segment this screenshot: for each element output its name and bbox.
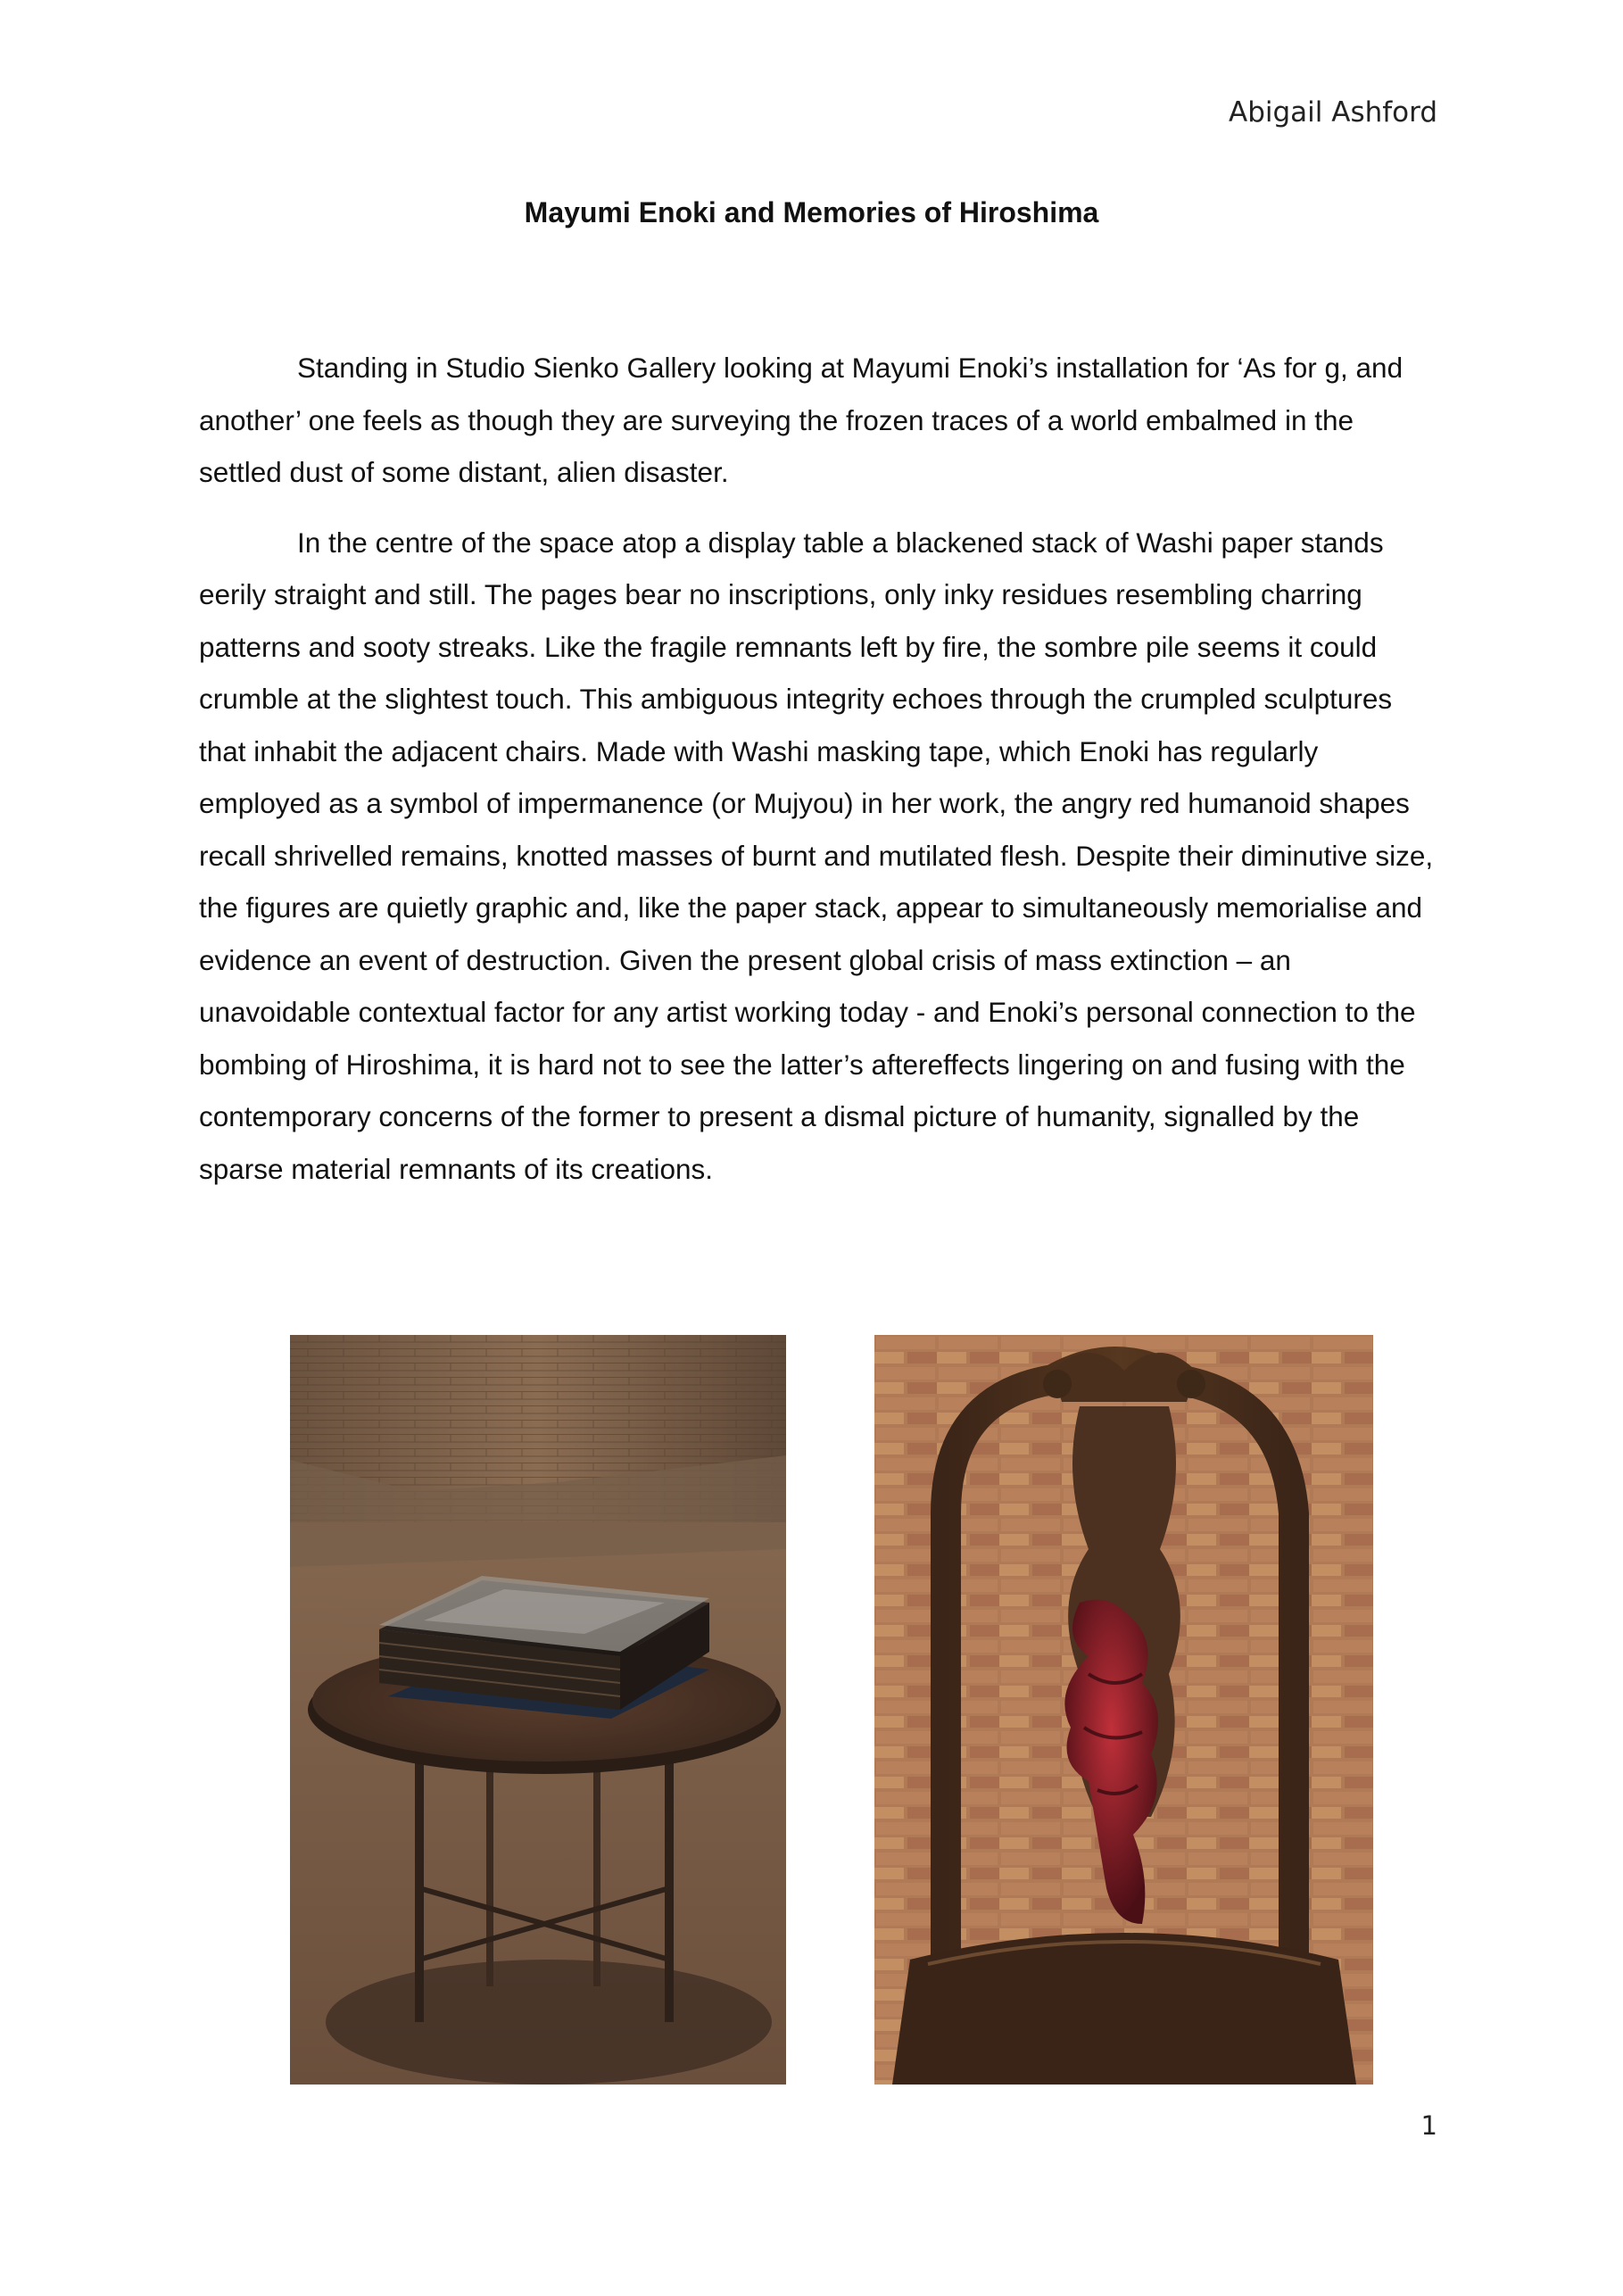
paragraph-1: Standing in Studio Sienko Gallery looking at Mayumi Enoki’s installation for ‘As for g, and another’ one feels as though they are surveying the frozen traces of a world embalmed in the settled dust of some distant, alien disaster. — [199, 352, 1404, 488]
red-sculpture-on-chair-photo — [874, 1335, 1373, 2085]
author-name: Abigail Ashford — [1228, 96, 1437, 128]
page-number: 1 — [1420, 2110, 1437, 2141]
paper-stack-on-table-photo — [290, 1335, 786, 2085]
article-body — [199, 342, 1439, 1213]
article-title: Mayumi Enoki and Memories of Hiroshima — [524, 196, 1099, 228]
paragraph-2: In the centre of the space atop a display table a blackened stack of Washi paper stands eerily straight and still. The pages bear no inscriptions, only inky residues resembling charring patterns and sooty streaks. Like the fragile remnants left by fire, the sombre pile seems it could crumble at the slightest touch. This ambiguous integrity echoes through the crumpled sculptures that inhabit the adjacent chairs. Made with Washi masking tape, which Enoki has regularly employed as a symbol of impermanence (or Mujyou) in her work, the angry red humanoid shapes recall shrivelled remains, knotted masses of burnt and mutilated flesh. Despite their diminutive size, the figures are quietly graphic and, like the paper stack, appear to simultaneously memorialise and evidence an event of destruction. Given the present global crisis of mass extinction – an unavoidable contextual factor for any artist working today - and Enoki’s personal connection to the bombing of Hiroshima, it is hard not to see the latter’s aftereffects lingering on and fusing with the contemporary concerns of the former to present a dismal picture of humanity, signalled by the sparse material remnants of its creations. — [199, 526, 1434, 1185]
